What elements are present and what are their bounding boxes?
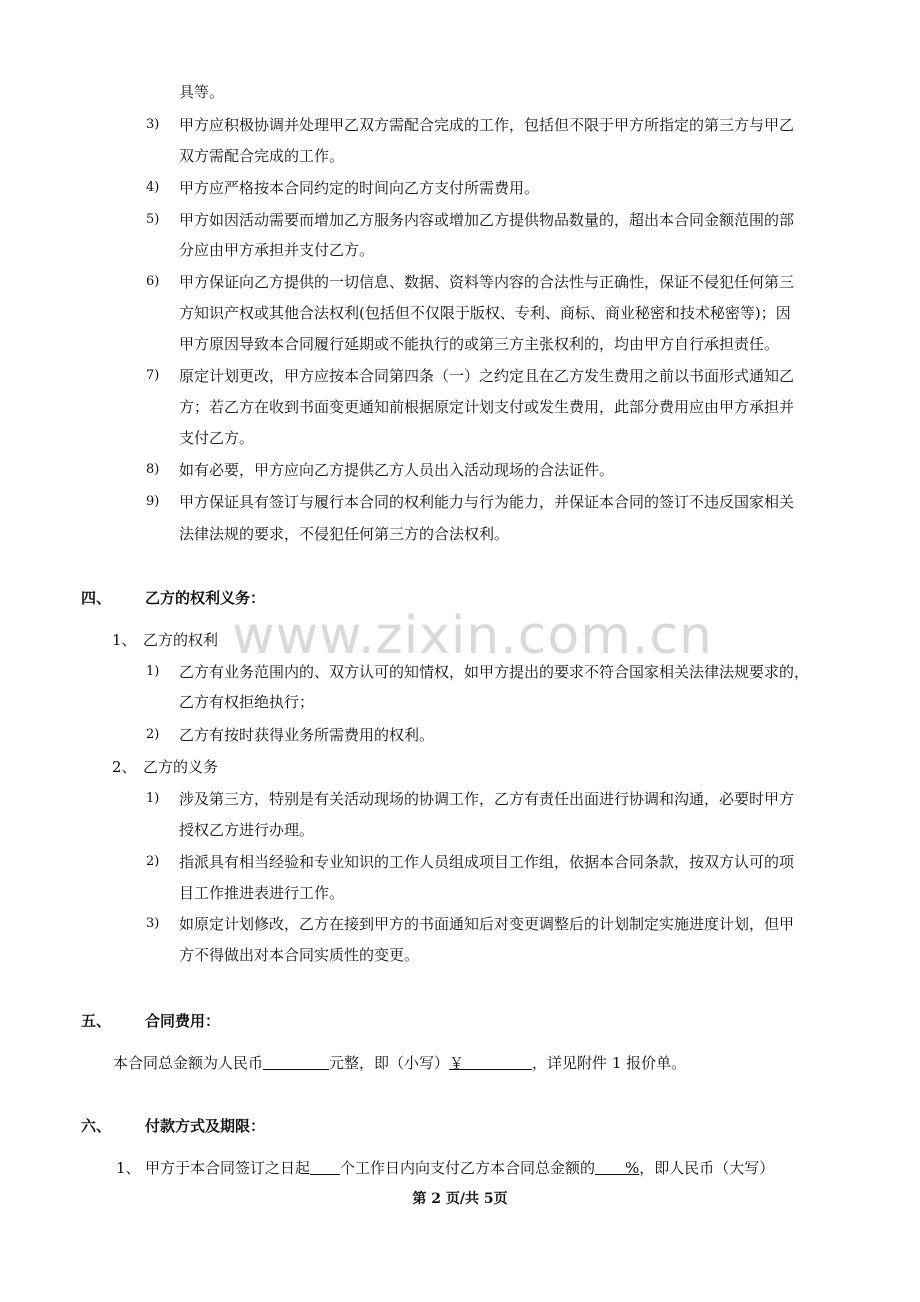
amount-blank (263, 1053, 329, 1070)
payment-text-3: ，即人民币（大写） (639, 1159, 775, 1177)
item-line: 指派具有相当经验和专业知识的工作人员组成项目工作组，依据本合同条款，按双方认可的项 (179, 853, 795, 871)
subsection-title: 乙方的权利 (143, 631, 219, 649)
item-number: 1) (146, 791, 160, 806)
item-number: 3) (146, 117, 160, 132)
item-number: 8) (146, 462, 160, 477)
section-number: 四、 (81, 589, 112, 607)
item-line: 甲方应严格按本合同约定的时间向乙方支付所需费用。 (179, 179, 540, 197)
payment-text-2: 个工作日内向支付乙方本合同总金额的 (340, 1159, 596, 1177)
continuation-text: 具等。 (179, 83, 225, 101)
item-line: 甲方原因导致本合同履行延期或不能执行的或第三方主张权利的，均由甲方自行承担责任。 (179, 335, 780, 353)
item-line: 甲方应积极协调并处理甲乙双方需配合完成的工作，包括但不限于甲方所指定的第三方与甲乙 (179, 116, 795, 134)
yen-symbol: ￥ (449, 1054, 465, 1072)
item-line: 支付乙方。 (179, 429, 255, 447)
item-line: 双方需配合完成的工作。 (179, 147, 345, 165)
item-line: 原定计划更改，甲方应按本合同第四条（一）之约定且在乙方发生费用之前以书面形式通知乙 (179, 367, 795, 385)
percent-sign: % (625, 1159, 640, 1177)
item-number: 3) (146, 916, 160, 931)
item-line: 如有必要，甲方应向乙方提供乙方人员出入活动现场的合法证件。 (179, 461, 615, 479)
item-line: 甲方保证向乙方提供的一切信息、数据、资料等内容的合法性与正确性，保证不侵犯任何第三 (179, 273, 795, 291)
subsection-title: 乙方的义务 (143, 758, 219, 776)
item-number: 1) (146, 664, 160, 679)
section-title: 乙方的权利义务： (145, 589, 266, 607)
item-number: 4) (146, 180, 160, 195)
section-title: 合同费用： (145, 1012, 221, 1030)
page-footer: 第 2 页/共 5页 (412, 1191, 508, 1207)
item-number: 9) (146, 494, 160, 509)
item-number: 7) (146, 368, 160, 383)
fee-text-3: ，详见附件 1 报价单。 (532, 1054, 687, 1072)
watermark: www.zixin.com.cn (232, 606, 713, 666)
days-blank (310, 1158, 340, 1175)
item-line: 方；若乙方在收到书面变更通知前根据原定计划支付或发生费用，此部分费用应由甲方承担并 (179, 398, 795, 416)
payment-paragraph (145, 1158, 774, 1178)
subsection-number: 2、 (112, 758, 137, 776)
item-line: 乙方有业务范围内的、双方认可的知情权，如甲方提出的要求不符合国家相关法律法规要求的， (179, 663, 810, 681)
fee-paragraph (113, 1053, 686, 1073)
fee-text-2: 元整，即（小写） (329, 1054, 450, 1072)
payment-text-1: 甲方于本合同签订之日起 (145, 1159, 311, 1177)
item-line: 授权乙方进行办理。 (179, 821, 315, 839)
section-number: 五、 (81, 1012, 112, 1030)
item-number: 6) (146, 274, 160, 289)
percent-blank (595, 1158, 625, 1175)
item-line: 方知识产权或其他合法权利(包括但不仅限于版权、专利、商标、商业秘密和技术秘密等)；因 (179, 304, 791, 322)
item-number: 2) (146, 854, 160, 869)
item-number: 2) (146, 727, 160, 742)
item-line: 乙方有按时获得业务所需费用的权利。 (179, 726, 435, 744)
item-number: 5) (146, 212, 160, 227)
payment-number: 1、 (116, 1159, 141, 1177)
item-line: 法律法规的要求，不侵犯任何第三方的合法权利。 (179, 525, 510, 543)
item-line: 甲方保证具有签订与履行本合同的权利能力与行为能力，并保证本合同的签订不违反国家相关 (179, 493, 795, 511)
item-line: 如原定计划修改，乙方在接到甲方的书面通知后对变更调整后的计划制定实施进度计划，但甲 (179, 915, 795, 933)
fee-text-1: 本合同总金额为人民币 (113, 1054, 264, 1072)
section-number: 六、 (81, 1117, 112, 1135)
item-line: 方不得做出对本合同实质性的变更。 (179, 946, 420, 964)
section-title: 付款方式及期限： (145, 1117, 266, 1135)
item-line: 分应由甲方承担并支付乙方。 (179, 241, 375, 259)
item-line: 目工作推进表进行工作。 (179, 884, 345, 902)
item-line: 甲方如因活动需要而增加乙方服务内容或增加乙方提供物品数量的，超出本合同金额范围的部 (179, 211, 795, 229)
item-line: 涉及第三方，特别是有关活动现场的协调工作，乙方有责任出面进行协调和沟通，必要时甲方 (179, 790, 795, 808)
amount-blank (464, 1053, 532, 1070)
item-line: 乙方有权拒绝执行； (179, 693, 315, 711)
subsection-number: 1、 (112, 631, 137, 649)
